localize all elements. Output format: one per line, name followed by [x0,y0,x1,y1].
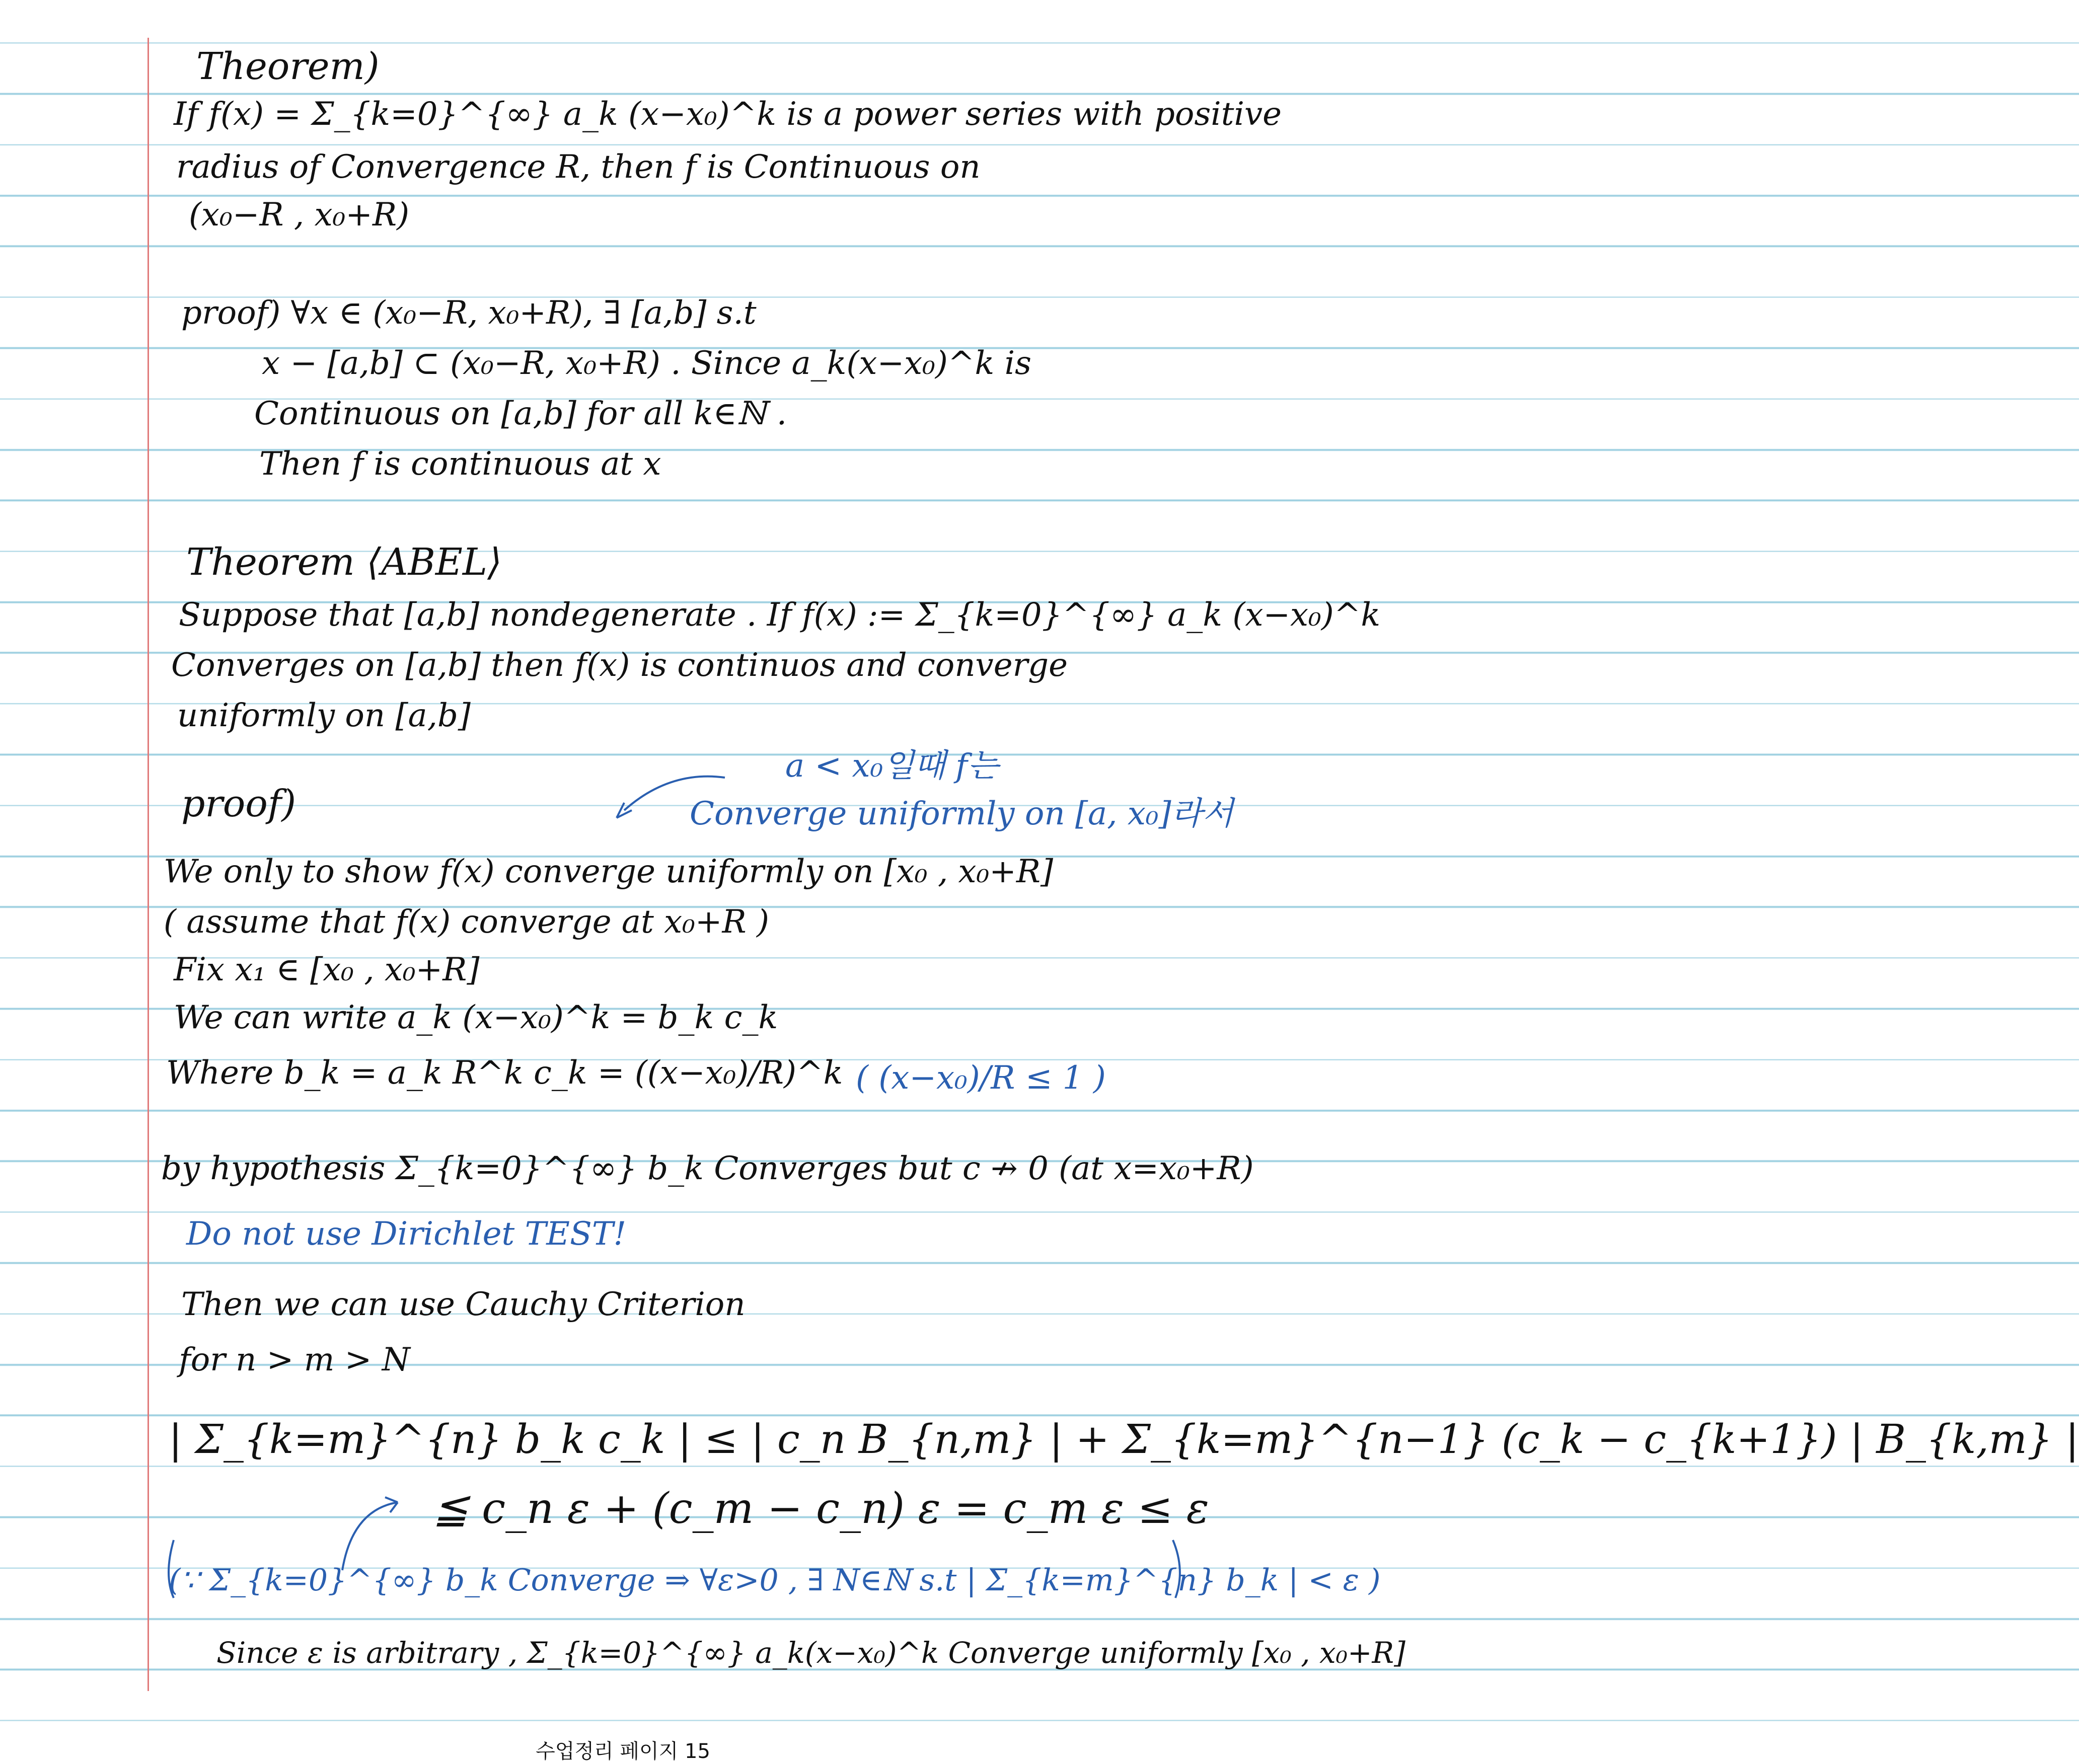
notebook-margin-line [147,38,149,1691]
abel-line-2: Converges on [a,b] then f(x) is continuos and converge [171,647,1068,684]
theorem-heading: Theorem) [196,45,380,88]
theorem-line-3: (x₀−R , x₀+R) [189,196,410,234]
theorem-line-2: radius of Convergence R, then f is Continuous on [176,148,981,186]
blue-note-1: a < x₀일때 f는 [785,747,999,785]
blue-note-2: Converge uniformly on [a, x₀]라서 [690,795,1234,832]
proof2-line-4: We can write a_k (x−x₀)^k = b_k c_k [174,999,778,1036]
proof2-heading: proof) [181,782,296,825]
proof2-line-1: We only to show f(x) converge uniformly on [x₀ , x₀+R] [164,853,1054,890]
justification-line: (∵ Σ_{k=0}^{∞} b_k Converge ⇒ ∀ε>0 , ∃ N∈ℕ s.t | Σ_{k=m}^{n} b_k | < ε ) [169,1563,1381,1598]
conclusion-line: Since ε is arbitrary , Σ_{k=0}^{∞} a_k(x−x₀)^k Converge uniformly [x₀ , x₀+R] [216,1636,1405,1670]
proof2-line-2: ( assume that f(x) converge at x₀+R ) [164,903,769,941]
inequality-line-2: ≦ c_n ε + (c_m − c_n) ε = c_m ε ≤ ε [433,1484,1209,1533]
proof1-line-2: x − [a,b] ⊂ (x₀−R, x₀+R) . Since a_k(x−x₀)^k is [262,345,1031,382]
inequality-line-1: | Σ_{k=m}^{n} b_k c_k | ≤ | c_n B_{n,m} | + Σ_{k=m}^{n−1} (c_k − c_{k+1}) | B_{k,m} | [169,1416,2079,1463]
abel-line-1: Suppose that [a,b] nondegenerate . If f(x) := Σ_{k=0}^{∞} a_k (x−x₀)^k [179,596,1381,634]
proof1-line-1: proof) ∀x ∈ (x₀−R, x₀+R), ∃ [a,b] s.t [181,294,757,332]
theorem-line-1: If f(x) = Σ_{k=0}^{∞} a_k (x−x₀)^k is a power series with positive [174,96,1282,133]
proof2-line-8: for n > m > N [179,1341,410,1378]
proof1-line-4: Then f is continuous at x [259,445,661,483]
page-footer: 수업정리 페이지 15 [536,1740,710,1763]
abel-line-3: uniformly on [a,b] [177,697,471,734]
blue-note-dirichlet: Do not use Dirichlet TEST! [186,1215,627,1253]
proof2-line-7: Then we can use Cauchy Criterion [181,1286,746,1323]
blue-ratio-note: ( (x−x₀)/R ≤ 1 ) [856,1059,1106,1097]
proof2-line-5: Where b_k = a_k R^k c_k = ((x−x₀)/R)^k [166,1054,843,1092]
proof2-line-6: by hypothesis Σ_{k=0}^{∞} b_k Converges but c ↛ 0 (at x=x₀+R) [161,1150,1254,1187]
proof2-line-3: Fix x₁ ∈ [x₀ , x₀+R] [174,951,480,988]
proof1-line-3: Continuous on [a,b] for all k∈ℕ . [254,395,787,432]
abel-theorem-heading: Theorem ⟨ABEL⟩ [186,541,502,584]
